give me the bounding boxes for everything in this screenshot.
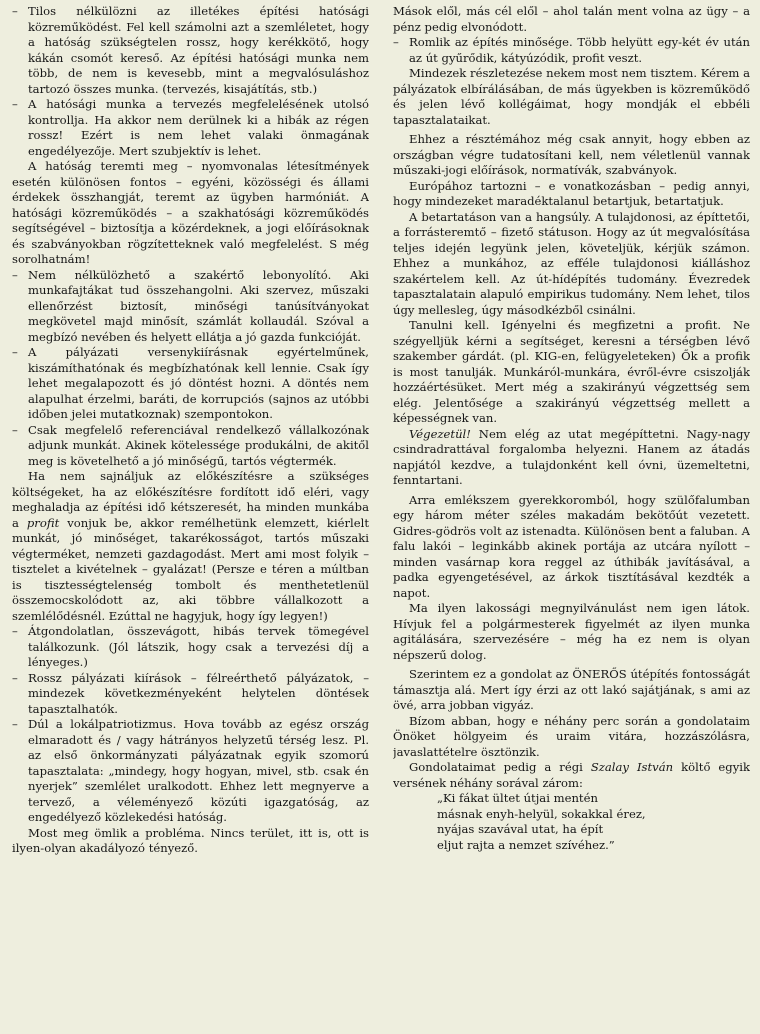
paragraph: Most meg ömlik a probléma. Nincs terület, itt is, ott is ilyen-olyan akadályozó tényező. [12, 825, 369, 855]
paragraph: Arra emlékszem gyerekkoromból, hogy szülőfalumban egy három méter széles makadám bekötőút vezetett. Gidres-gödrös volt az istenadta. Különösen bent a faluban. A falu lakói – leginkább akinek portája az utcára nyílott – minden vasárnap kora reggel az úthibák javításával, a padka egyengetésével, az árkok tisztításával kezdték a napot. [393, 492, 750, 600]
poem-line: másnak enyh-helyül, sokakkal érez, [437, 806, 646, 821]
bullet-paragraph: – Csak megfelelő referenciával rendelkező vállalkozónak adjunk munkát. Akinek kötelessége produkálni, de akitől meg is követelhető a jó minőségű, tartós végtermék. [12, 423, 369, 470]
bullet-paragraph: – Átgondolatlan, összevágott, hibás tervek tömegével találkozunk. (Jól látszik, hogy csak a tervezési díj a lényeges.) [12, 624, 369, 671]
paragraph: Szerintem ez a gondolat az ÖNERŐS útépítés fontosságát támasztja alá. Mert így érzi az ott lakó sajátjának, s ami az övé, arra jobban vigyáz. [393, 667, 750, 712]
bullet-paragraph: – Tilos nélkülözni az illetékes építési hatósági közreműködést. Fel kell számolni azt a szemléletet, hogy a hatóság szükségtelen rossz, hogy kerékkötő, hogy kákán csomót kereső. Az építési hatósági munka nem több, de nem is kevesebb, mint a megvalósuláshoz tartozó összes munka. (tervezés, kisajátítás, stb.) [12, 4, 369, 97]
paragraph: Végezetül! Nem elég az utat megépíttetni. Nagy-nagy csindradrattával forgalomba helyezni. Hanem az átadás napjától kezdve, a tulajdonként kell óvni, üzemeltetni, fenntartani. [393, 426, 750, 487]
bullet-paragraph: – Dúl a lokálpatriotizmus. Hova tovább az egész ország elmaradott és / vagy hátrányos helyzetű térség lesz. Pl. az első önkormányzati pályázatnak egyik szomorú tapasztalata: „mindegy, hogy hogyan, mivel, stb. csak én nyerjek” szemlélet uralkodott. Ehhez lett megnyerve a tervező, a véleményező közúti igazgatóság, az engedélyező közlekedési hatóság. [12, 717, 369, 826]
bullet-paragraph: – Rossz pályázati kiírások – félreérthető pályázatok, – mindezek következményeként helytelen döntések tapasztalhatók. [12, 671, 369, 718]
bullet-paragraph: – Nem nélkülözhető a szakértő lebonyolító. Aki munkafajtákat tud összehangolni. Aki szervez, műszaki ellenőrzést biztosít, minőségi tanúsítványokat megkövetel majd minősít, számlát kollaudál. Szóval a megbízó nevében és helyett ellátja a jó gazda funkcióját. [12, 268, 369, 346]
poem-line: nyájas szavával utat, ha épít [437, 822, 604, 836]
bullet-paragraph: – A hatósági munka a tervezés megfelelésének utolsó kontrollja. Ha akkor nem derülnek ki a hibák az régen rossz! Ezért is nem lehet valaki önmagának engedélyezője. Mert szubjektív is lehet. [12, 97, 369, 159]
paragraph: Ha nem sajnáljuk az előkészítésre a szükséges költségeket, ha az előkészítésre fordított idő eléri, vagy meghaladja az építési idő kétszeresét, ha minden munkába a profit vonjuk be, akkor remélhetünk elemzett, kiérlelt munkát, jó minőséget, takarékosságot, tartós műszaki végterméket, nemzeti gazdagodást. Mert ami most folyik – tisztelet a kivételnek – gyalázat! (Persze e téren a múltban is tisztességtelenség tombolt és menthetetlenül összemocskolódott az, aki többre vállalkozott a szemlélődésnél. Ezúttal ne hagyjuk, hogy így legyen!) [12, 469, 369, 623]
paragraph: A hatóság teremti meg – nyomvonalas létesítmények esetén különösen fontos – egyéni, közösségi és állami érdekek összhangját, teremt az ügyben harmóniát. A hatósági közreműködés – a szakhatósági közreműködés segítségével – biztosítja a közérdeknek, a jogi előírásoknak és szabványokban rögzítetteknek való megfelelést. S még sorolhatnám! [12, 159, 369, 266]
right-column [393, 4, 750, 1034]
bullet-paragraph: – A pályázati versenykiírásnak egyértelműnek, kiszámíthatónak és megbízhatónak kell lennie. Csak így lehet megalapozott és jó döntést hozni. A döntés nem alapulhat érzelmi, baráti, de korrupciós (sajnos az utóbbi időben jelei mutatkoznak) szempontokon. [12, 345, 369, 423]
paragraph: Ma ilyen lakossági megnyilvánulást nem igen látok. Hívjuk fel a polgármesterek figyelmét az ilyen munka agitálására, szervezésére – még ha ez nem is olyan népszerű dolog. [393, 601, 750, 662]
paragraph: Európához tartozni – e vonatkozásban – pedig annyi, hogy mindezeket maradéktalanul betartjuk, betartatjuk. [393, 178, 750, 208]
paragraph: Gondolataimat pedig a régi Szalay István költő egyik versének néhány sorával zárom: [393, 760, 750, 790]
left-column [12, 4, 369, 1034]
poem-line: „Ki fákat ültet útjai mentén [437, 791, 598, 805]
paragraph: Ehhez a résztémához még csak annyit, hogy ebben az országban végre tudatosítani kell, nem véletlenül vannak műszaki-jogi előírások, normatívák, szabványok. [393, 132, 750, 177]
poem-line: eljut rajta a nemzet szívéhez.” [437, 837, 615, 852]
bullet-paragraph: – Romlik az építés minősége. Több helyütt egy-két év után az út gyűrődik, kátyúzódik, profit veszt. [393, 35, 750, 66]
paragraph: Mások elől, más cél elől – ahol talán ment volna az ügy – a pénz pedig elvonódott. [393, 4, 750, 34]
paragraph: A betartatáson van a hangsúly. A tulajdonosi, az építtetői, a forrásteremtő – fizető státuson. Hogy az út megvalósítása teljes idején legyünk jelen, követeljük, kérjük számon. Ehhez a munkához, az efféle tulajdonosi kiálláshoz szakértelem kell. Az út-hídépítés tudomány. Évezredek tapasztalatain alapuló empirikus tudomány. Nem lehet, tilos úgy mellesleg, úgy másodkézből csinálni. [393, 209, 750, 317]
paragraph: Bízom abban, hogy e néhány perc során a gondolataim Önöket hölgyeim és uraim vitára, hozzászólásra, javaslattételre ösztönzik. [393, 713, 750, 759]
paragraph: Tanulni kell. Igényelni és megfizetni a profit. Ne szégyelljük kérni a segítséget, keresni a térségben lévő szakember gárdát. (pl. KIG-en, felügyeleteken) Ők a profik is most tanulják. Munkáról-munkára, évről-évre csiszolják hozzáértésüket. Mert még a szakirányú végzettség sem elég. Jelentősége a szakirányú végzettség mellett a képességnek van. [393, 318, 750, 425]
paragraph: Mindezek részletezése nekem most nem tisztem. Kérem a pályázatok elbírálásában, de más ügyekben is közreműködő és jelen lévő kollégáimat, hogy mondják el ebbéli tapasztalataikat. [393, 66, 750, 127]
poem-quote [393, 791, 750, 853]
